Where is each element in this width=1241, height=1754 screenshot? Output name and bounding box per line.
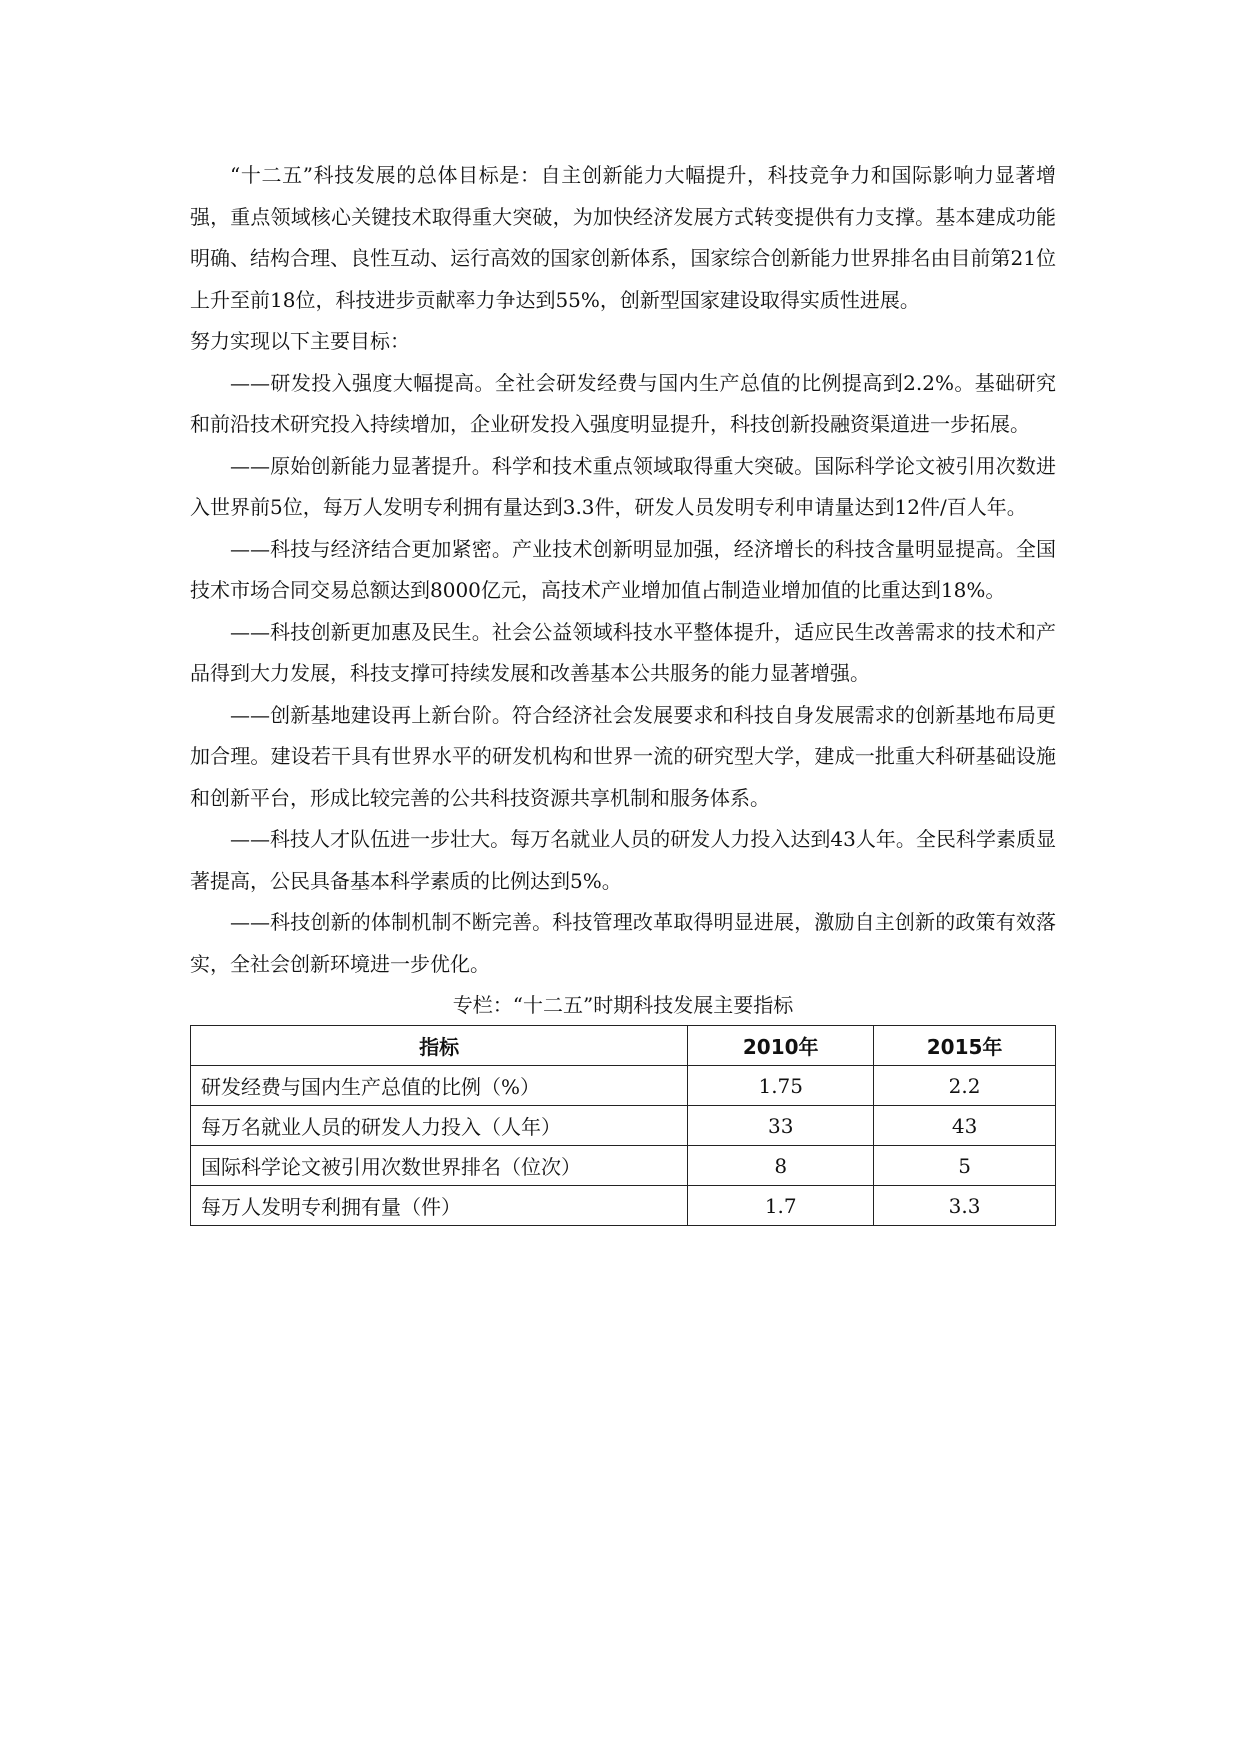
paragraph-rd-investment: ——研发投入强度大幅提高。全社会研发经费与国内生产总值的比例提高到2.2%。基础研究和前沿技术研究投入持续增加，企业研发投入强度明显提升，科技创新投融资渠道进一步拓展。: [190, 370, 1056, 436]
document-page: [190, 155, 1056, 1226]
table-row: [191, 1066, 1056, 1106]
table-caption: 专栏：“十二五”时期科技发展主要指标: [452, 993, 794, 1017]
paragraph-overall-goal: “十二五”科技发展的总体目标是：自主创新能力大幅提升，科技竞争力和国际影响力显著增强，重点领域核心关键技术取得重大突破，为加快经济发展方式转变提供有力支撑。基本建成功能明确、结构合理、良性互动、运行高效的国家创新体系，国家综合创新能力世界排名由目前第21位上升至前18位，科技进步贡献率力争达到55%，创新型国家建设取得实质性进展。: [190, 163, 1056, 312]
value-2015: 43: [874, 1106, 1056, 1146]
value-2010: 8: [688, 1146, 874, 1186]
table-row: [191, 1186, 1056, 1226]
value-2010: 1.75: [688, 1066, 874, 1106]
paragraph-tech-economy: ——科技与经济结合更加紧密。产业技术创新明显加强，经济增长的科技含量明显提高。全国技术市场合同交易总额达到8000亿元，高技术产业增加值占制造业增加值的比重达到18%。: [190, 536, 1056, 602]
header-2015: 2015年: [874, 1026, 1056, 1066]
table-row: [191, 1146, 1056, 1186]
paragraph-innovation-base: ——创新基地建设再上新台阶。符合经济社会发展要求和科技自身发展需求的创新基地布局更加合理。建设若干具有世界水平的研发机构和世界一流的研究型大学，建成一批重大科研基础设施和创新平台，形成比较完善的公共科技资源共享机制和服务体系。: [190, 702, 1056, 810]
row-label: 研发经费与国内生产总值的比例（%）: [191, 1066, 688, 1106]
value-2015: 3.3: [874, 1186, 1056, 1226]
paragraph-original-innovation: ——原始创新能力显著提升。科学和技术重点领域取得重大突破。国际科学论文被引用次数进入世界前5位，每万人发明专利拥有量达到3.3件，研发人员发明专利申请量达到12件/百人年。: [190, 453, 1056, 519]
paragraph-main-goals-intro: 努力实现以下主要目标：: [190, 329, 410, 353]
row-label: 国际科学论文被引用次数世界排名（位次）: [191, 1146, 688, 1186]
paragraph-talent: ——科技人才队伍进一步壮大。每万名就业人员的研发人力投入达到43人年。全民科学素质显著提高，公民具备基本科学素质的比例达到5%。: [190, 827, 1056, 893]
value-2015: 5: [874, 1146, 1056, 1186]
row-label: 每万人发明专利拥有量（件）: [191, 1186, 688, 1226]
indicators-table: [190, 1025, 1056, 1226]
value-2015: 2.2: [874, 1066, 1056, 1106]
paragraph-institutions: ——科技创新的体制机制不断完善。科技管理改革取得明显进展，激励自主创新的政策有效落实，全社会创新环境进一步优化。: [190, 910, 1056, 976]
row-label: 每万名就业人员的研发人力投入（人年）: [191, 1106, 688, 1146]
paragraph-livelihood: ——科技创新更加惠及民生。社会公益领域科技水平整体提升，适应民生改善需求的技术和产品得到大力发展，科技支撑可持续发展和改善基本公共服务的能力显著增强。: [190, 619, 1056, 685]
value-2010: 1.7: [688, 1186, 874, 1226]
table-row: [191, 1106, 1056, 1146]
table-header-row: [191, 1026, 1056, 1066]
value-2010: 33: [688, 1106, 874, 1146]
header-2010: 2010年: [688, 1026, 874, 1066]
header-indicator: 指标: [191, 1026, 688, 1066]
